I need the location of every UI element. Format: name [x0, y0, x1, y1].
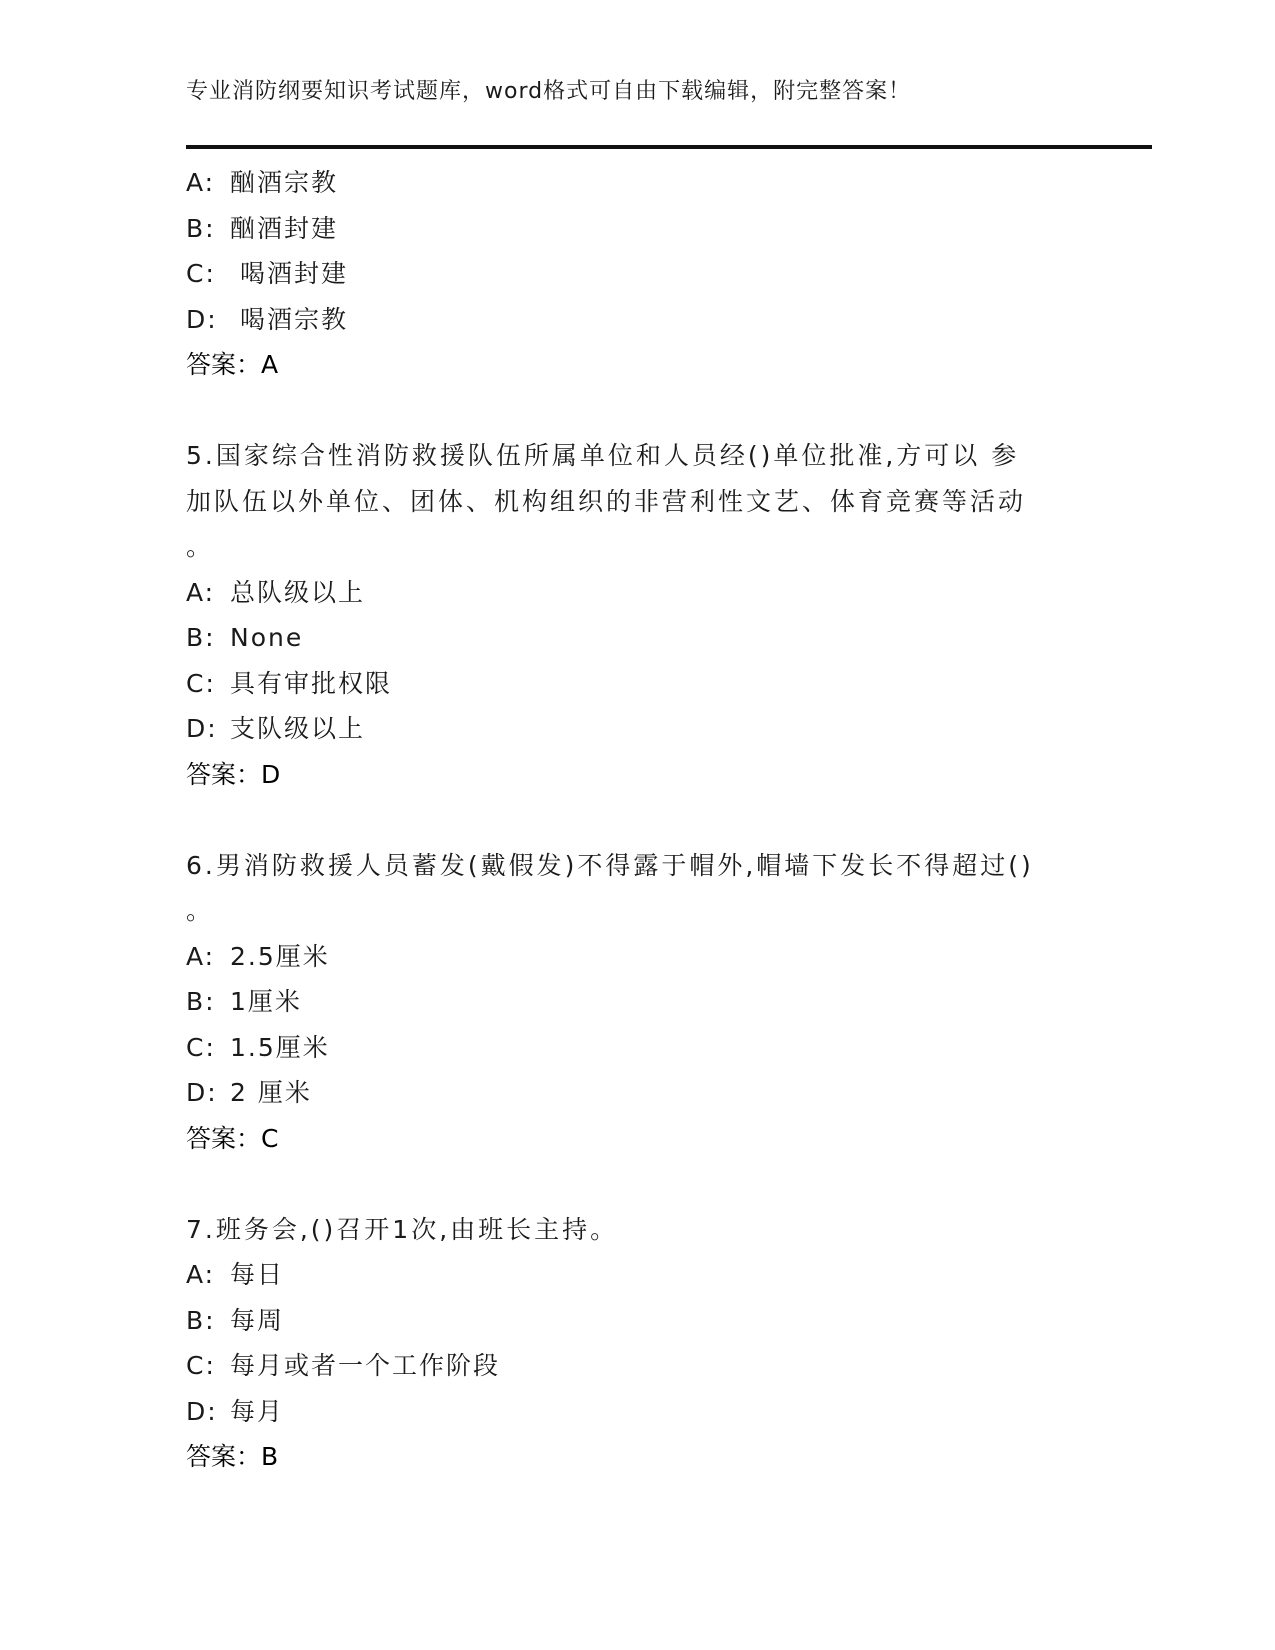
- option-label: C:: [186, 1351, 216, 1380]
- option-text: 喝酒封建: [230, 259, 348, 288]
- question-stem-line: 加队伍以外单位、团体、机构组织的非营利性文艺、体育竞赛等活动: [186, 486, 1027, 516]
- option-item: [186, 934, 1086, 980]
- option-text: 每月: [230, 1396, 285, 1426]
- option-text: 喝酒宗教: [230, 304, 348, 334]
- option-label: D:: [186, 304, 218, 334]
- question-spacer: [186, 1161, 1086, 1207]
- option-item: [186, 570, 1086, 616]
- option-label: C:: [186, 668, 216, 698]
- document-header: 专业消防纲要知识考试题库，word格式可自由下载编辑，附完整答案！: [186, 79, 912, 104]
- option-label: A:: [186, 1260, 216, 1289]
- question-stem-line: 。: [186, 532, 215, 561]
- header-rule: [186, 145, 1152, 149]
- question-stem-line: 6.男消防救援人员蓄发(戴假发)不得露于帽外,帽墙下发长不得超过(): [186, 850, 1034, 880]
- option-label: D:: [186, 714, 218, 743]
- answer-line: 答案：D: [186, 759, 281, 789]
- question-spacer: [186, 388, 1086, 434]
- option-text: None: [230, 623, 304, 652]
- option-text: 支队级以上: [230, 714, 366, 743]
- option-item: [186, 251, 1086, 297]
- question-stem: [186, 433, 1066, 570]
- question-block: [186, 843, 1086, 1207]
- question-stem-line: 。: [186, 896, 215, 925]
- option-label: A:: [186, 168, 216, 197]
- question-stem-line: 7.班务会,()召开1次,由班长主持。: [186, 1214, 619, 1244]
- option-text: 每月或者一个工作阶段: [230, 1351, 501, 1380]
- option-item: [186, 1070, 1086, 1116]
- option-text: 2.5厘米: [230, 941, 330, 971]
- question-spacer: [186, 797, 1086, 843]
- option-label: B:: [186, 1305, 216, 1335]
- answer-line: 答案：C: [186, 1123, 279, 1153]
- option-text: 1厘米: [230, 987, 302, 1016]
- option-item: [186, 1025, 1086, 1071]
- option-text: 每日: [230, 1260, 285, 1289]
- option-text: 每周: [230, 1305, 285, 1335]
- question-block: [186, 433, 1086, 843]
- answer-line: 答案：A: [186, 350, 279, 379]
- question-stem: [186, 843, 1066, 934]
- option-label: B:: [186, 623, 216, 652]
- option-item: [186, 979, 1086, 1025]
- question-block: [186, 160, 1086, 433]
- option-label: B:: [186, 987, 216, 1016]
- option-item: [186, 297, 1086, 343]
- option-text: 酗酒封建: [230, 213, 339, 243]
- question-block: [186, 1207, 1086, 1480]
- option-text: 总队级以上: [230, 577, 366, 607]
- option-text: 2 厘米: [230, 1078, 312, 1107]
- option-item: [186, 615, 1086, 661]
- option-item: [186, 1298, 1086, 1344]
- option-item: [186, 1252, 1086, 1298]
- option-item: [186, 661, 1086, 707]
- option-item: [186, 160, 1086, 206]
- question-list: [186, 160, 1086, 1480]
- option-label: A:: [186, 941, 216, 971]
- option-label: C:: [186, 259, 216, 288]
- option-item: [186, 1389, 1086, 1435]
- option-text: 1.5厘米: [230, 1032, 330, 1062]
- option-label: C:: [186, 1032, 216, 1062]
- option-item: [186, 706, 1086, 752]
- option-label: D:: [186, 1078, 218, 1107]
- option-label: D:: [186, 1396, 218, 1426]
- option-text: 具有审批权限: [230, 668, 393, 698]
- question-stem: [186, 1207, 1066, 1253]
- option-item: [186, 1343, 1086, 1389]
- option-label: B:: [186, 213, 216, 243]
- option-item: [186, 206, 1086, 252]
- option-text: 酗酒宗教: [230, 168, 339, 197]
- option-label: A:: [186, 577, 216, 607]
- answer-line: 答案：B: [186, 1442, 279, 1471]
- question-stem-line: 5.国家综合性消防救援队伍所属单位和人员经()单位批准,方可以 参: [186, 441, 1020, 470]
